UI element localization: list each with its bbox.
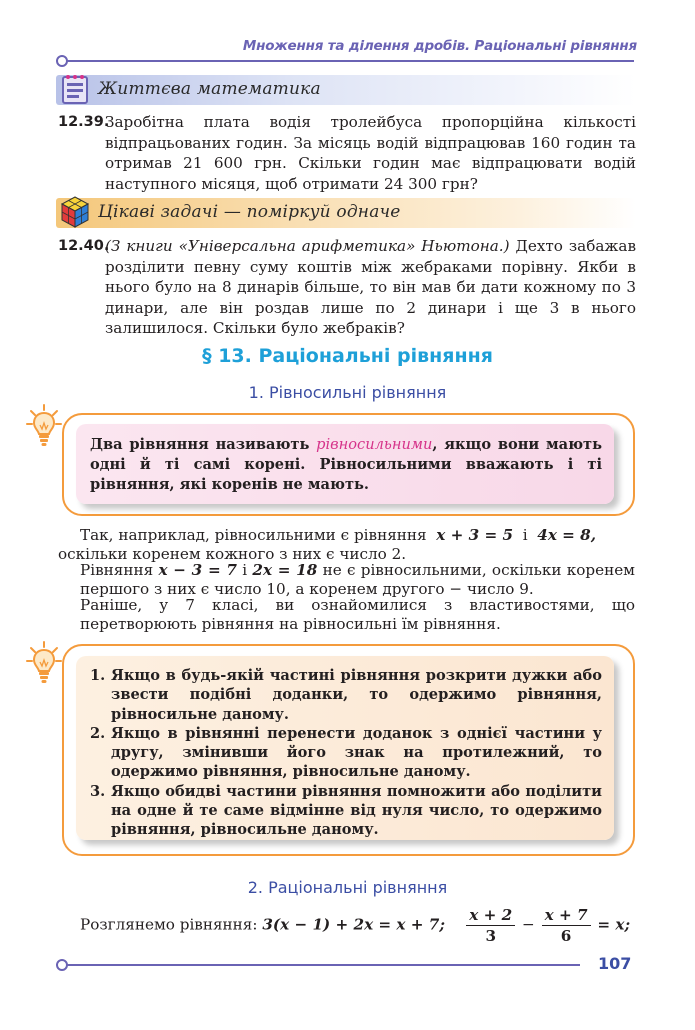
rule-item: 1. Якщо в будь-якій частині рівняння розкрити дужки або звести подібні доданки, то одержимо рівняння, рівносильне даному. [90, 667, 602, 723]
problem-number: 12.40. [58, 238, 110, 254]
rubiks-cube-icon [60, 195, 90, 229]
definition-text: Два рівняння називають рівносильними, якщо вони мають одні й ті самі корені. Рівносильними вважають і ті рівняння, які коренів не мають. [90, 436, 602, 493]
header-rule [62, 60, 634, 62]
banner-life-label: Життєва математика [98, 79, 321, 99]
section-title: § 13. Раціональні рівняння [202, 345, 493, 367]
problem-statement: Дехто забажав розділити певну суму коштів між жебраками порівну. Якби в нього було на 8 динарів більше, то він мав би дати кожному по 3 динари, але він роздав лише по 2 динари і ще 3 в нього залишилося. Скільки було жебраків? [105, 237, 636, 337]
banner-fun-label: Цікаві задачі — поміркуй одначе [98, 202, 401, 222]
lightbulb-icon [26, 640, 62, 686]
equation: x − 3 = 7 [158, 561, 237, 579]
rule-item: 3. Якщо обидві частини рівняння помножити або поділити на одне й те саме відмінне від нуля число, то одержимо рівняння, рівносильне даному. [90, 782, 602, 839]
subsection-title-2: 2. Раціональні рівняння [247, 878, 448, 897]
subsection-title-1: 1. Рівносильні рівняння [248, 383, 447, 402]
problem-12-39 [58, 112, 636, 194]
problem-text [105, 236, 636, 339]
problem-number: 12.39. [58, 114, 110, 130]
equation-examples: Розглянемо рівняння: 3(x − 1) + 2x = x + 7; $\frac{x + 2}{3}$ − $\frac{x + 7}{6}$ = x; [80, 906, 631, 945]
problem-text: Заробітна плата водія тролейбуса пропорційна кількості відпрацьованих годин. За місяць водій відпрацював 160 годин та отримав 21 600 грн. Скільки годин має відпрацювати водій наступного місяця, щоб отримати 24 300 грн? [105, 113, 636, 193]
lightbulb-icon [26, 403, 62, 449]
footer-rule-dot [56, 959, 68, 971]
equation: x + 3 = 5 [436, 526, 514, 544]
equation: 3(x − 1) + 2x = x + 7; [262, 915, 445, 934]
banner-fun-problems [56, 198, 636, 228]
definition-term: рівносильними [316, 436, 433, 453]
paragraph-example-2: Рівняння x − 3 = 7 і 2x = 18 не є рівносильними, оскільки коренем першого з них є число 10, а коренем другого − число 9. [80, 561, 636, 598]
header-rule-dot [56, 55, 68, 67]
running-header: Множення та ділення дробів. Раціональні рівняння [242, 38, 637, 54]
problem-12-40 [58, 236, 636, 339]
footer-rule [62, 964, 580, 966]
page-number: 107 [598, 954, 632, 973]
equation: 4x = 8, [537, 526, 597, 544]
equation: 2x = 18 [252, 561, 318, 579]
rule-item: 2. Якщо в рівнянні перенести доданок з однієї частини у другу, змінивши його знак на протилежний, то одержимо рівняння, рівносильне даному. [90, 724, 602, 781]
banner-life-math [56, 75, 636, 105]
notepad-icon [60, 72, 90, 106]
problem-source: (З книги «Універсальна арифметика» Ньютона.) [105, 237, 510, 255]
fraction: $\frac{x + 7}{6}$ [542, 906, 591, 945]
fraction: $\frac{x + 2}{3}$ [466, 906, 515, 945]
paragraph-properties-intro: Раніше, у 7 класі, ви ознайомилися з властивостями, що перетворюють рівняння на рівносильні їм рівняння. [80, 596, 635, 633]
rules-list [90, 666, 602, 840]
paragraph-example-1: Так, наприклад, рівносильними є рівняння x + 3 = 5 і 4x = 8, оскільки коренем кожного з них є число 2. [58, 526, 597, 563]
